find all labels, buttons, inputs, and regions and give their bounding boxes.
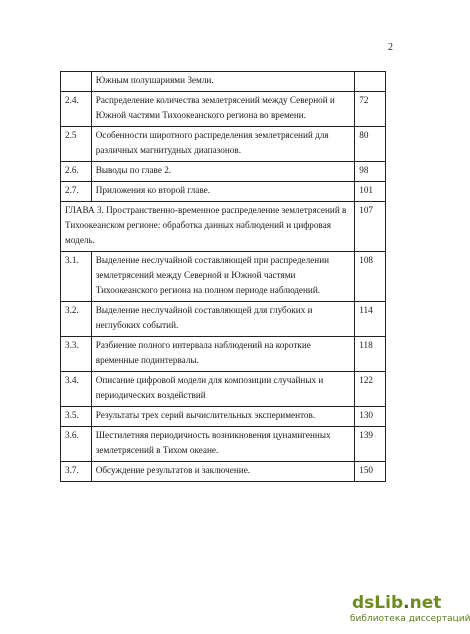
toc-number: 2.6. [61,162,92,182]
toc-number: 3.1. [61,252,92,302]
toc-row [61,462,386,482]
toc-row [61,372,386,407]
toc-page: 118 [355,337,386,372]
toc-number: 2.7. [61,182,92,202]
toc-row [61,182,386,202]
page-number: 2 [388,42,393,53]
toc-number: 3.3. [61,337,92,372]
toc-page: 139 [355,427,386,462]
toc-title: Выводы по главе 2. [91,162,355,182]
toc-number: 3.7. [61,462,92,482]
toc-number [61,72,92,92]
toc-chapter-row [61,202,386,252]
watermark-brand-dot: . [403,593,410,613]
table-of-contents [60,71,386,482]
toc-page [355,72,386,92]
toc-row [61,427,386,462]
toc-row [61,302,386,337]
dslib-watermark-logo[interactable] [350,593,470,624]
toc-page: 80 [355,127,386,162]
toc-number: 2.4. [61,92,92,127]
toc-title: Описание цифровой модели для композиции случайных и периодических воздействий [91,372,355,407]
toc-page: 108 [355,252,386,302]
toc-title: Приложения ко второй главе. [91,182,355,202]
toc-row [61,337,386,372]
toc-number: 3.5. [61,407,92,427]
toc-row [61,127,386,162]
watermark-brand-main: dsLib [352,593,404,613]
toc-page: 122 [355,372,386,407]
toc-page: 114 [355,302,386,337]
toc-page: 130 [355,407,386,427]
toc-title: Выделение неслучайной составляющей при распределении землетрясений между Северной и Южной частями Тихоокеанского региона на полном периоде наблюдений. [91,252,355,302]
toc-number: 3.4. [61,372,92,407]
toc-page: 101 [355,182,386,202]
toc-row [61,72,386,92]
toc-title: Результаты трех серий вычислительных экспериментов. [91,407,355,427]
toc-row [61,92,386,127]
toc-title: Обсуждение результатов и заключение. [91,462,355,482]
watermark-brand [352,594,448,612]
toc-page: 107 [355,202,386,252]
toc-row [61,407,386,427]
toc-title: Шестилетняя периодичность возникновения цунамигенных землетрясений в Тихом океане. [91,427,355,462]
toc-number: 3.6. [61,427,92,462]
toc-title: Особенности широтного распределения землетрясений для различных магнитудных диапазонов. [91,127,355,162]
watermark-subtitle: библиотека диссертаций [350,614,470,624]
toc-title: Южным полушариями Земли. [91,72,355,92]
toc-row [61,162,386,182]
toc-row [61,252,386,302]
toc-number: 3.2. [61,302,92,337]
toc-page: 98 [355,162,386,182]
toc-title: Выделение неслучайной составляющей для глубоких и неглубоких событий. [91,302,355,337]
toc-page: 72 [355,92,386,127]
toc-page: 150 [355,462,386,482]
toc-chapter-title: ГЛАВА 3. Пространственно-временное распределение землетрясений в Тихоокеанском регионе: обработка данных наблюдений и цифровая модель. [61,202,355,252]
watermark-brand-tld: net [409,593,442,613]
toc-title: Распределение количества землетрясений между Северной и Южной частями Тихоокеанского региона во времени. [91,92,355,127]
toc-title: Разбиение полного интервала наблюдений на короткие временные подинтервалы. [91,337,355,372]
toc-number: 2.5 [61,127,92,162]
